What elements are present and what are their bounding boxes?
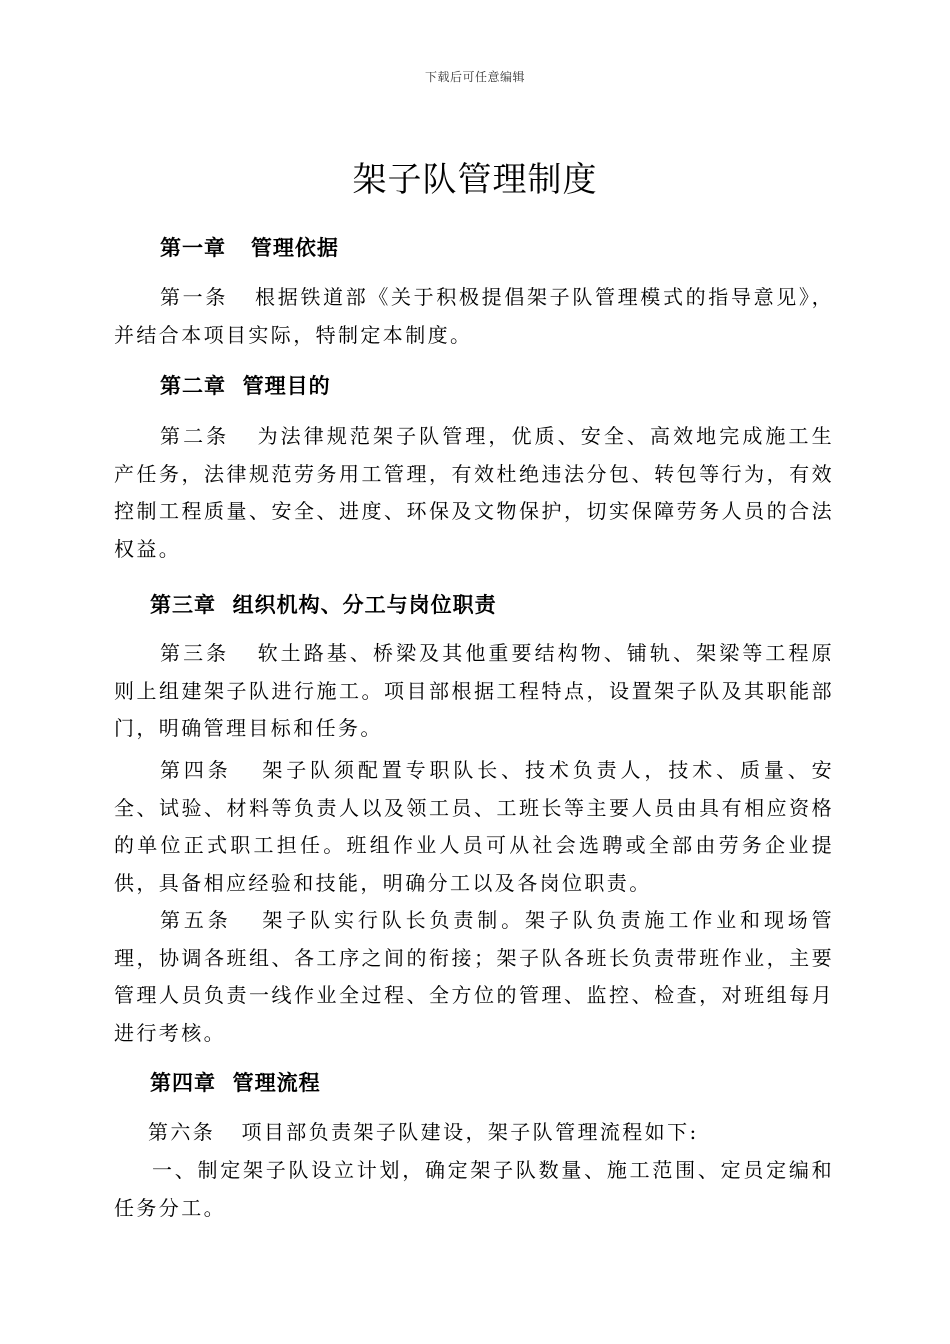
document-title: 架子队管理制度 (352, 160, 598, 200)
article-2: 第二条 为法律规范架子队管理，优质、安全、高效地完成施工生产任务，法律规范劳务用工管理，有效杜绝违法分包、转包等行为，有效控制工程质量、安全、进度、环保及文物保护，切实保障劳务人员的合法权益。 (114, 424, 834, 561)
article-1: 第一条 根据铁道部《关于积极提倡架子队管理模式的指导意见》，并结合本项目实际，特制定本制度。 (114, 285, 834, 347)
chapter-3-heading: 第三章 组织机构、分工与岗位职责 (150, 593, 497, 617)
process-step-1: 一、制定架子队设立计划，确定架子队数量、施工范围、定员定编和任务分工。 (114, 1158, 834, 1220)
article-5: 第五条 架子队实行队长负责制。架子队负责施工作业和现场管理，协调各班组、各工序之间的衔接；架子队各班长负责带班作业，主要管理人员负责一线作业全过程、全方位的管理、监控、检查，对班组每月进行考核。 (114, 908, 834, 1045)
article-4: 第四条 架子队须配置专职队长、技术负责人，技术、质量、安全、试验、材料等负责人以及领工员、工班长等主要人员由具有相应资格的单位正式职工担任。班组作业人员可从社会选聘或全部由劳务企业提供，具备相应经验和技能，明确分工以及各岗位职责。 (114, 758, 834, 895)
article-6: 第六条 项目部负责架子队建设，架子队管理流程如下: (148, 1120, 699, 1144)
article-3: 第三条 软土路基、桥梁及其他重要结构物、铺轨、架梁等工程原则上组建架子队进行施工。项目部根据工程特点，设置架子队及其职能部门，明确管理目标和任务。 (114, 641, 834, 740)
chapter-2-heading: 第二章 管理目的 (160, 374, 331, 398)
header-note: 下载后可任意编辑 (424, 70, 525, 84)
chapter-1-heading: 第一章 管理依据 (160, 236, 339, 260)
chapter-4-heading: 第四章 管理流程 (150, 1071, 321, 1095)
